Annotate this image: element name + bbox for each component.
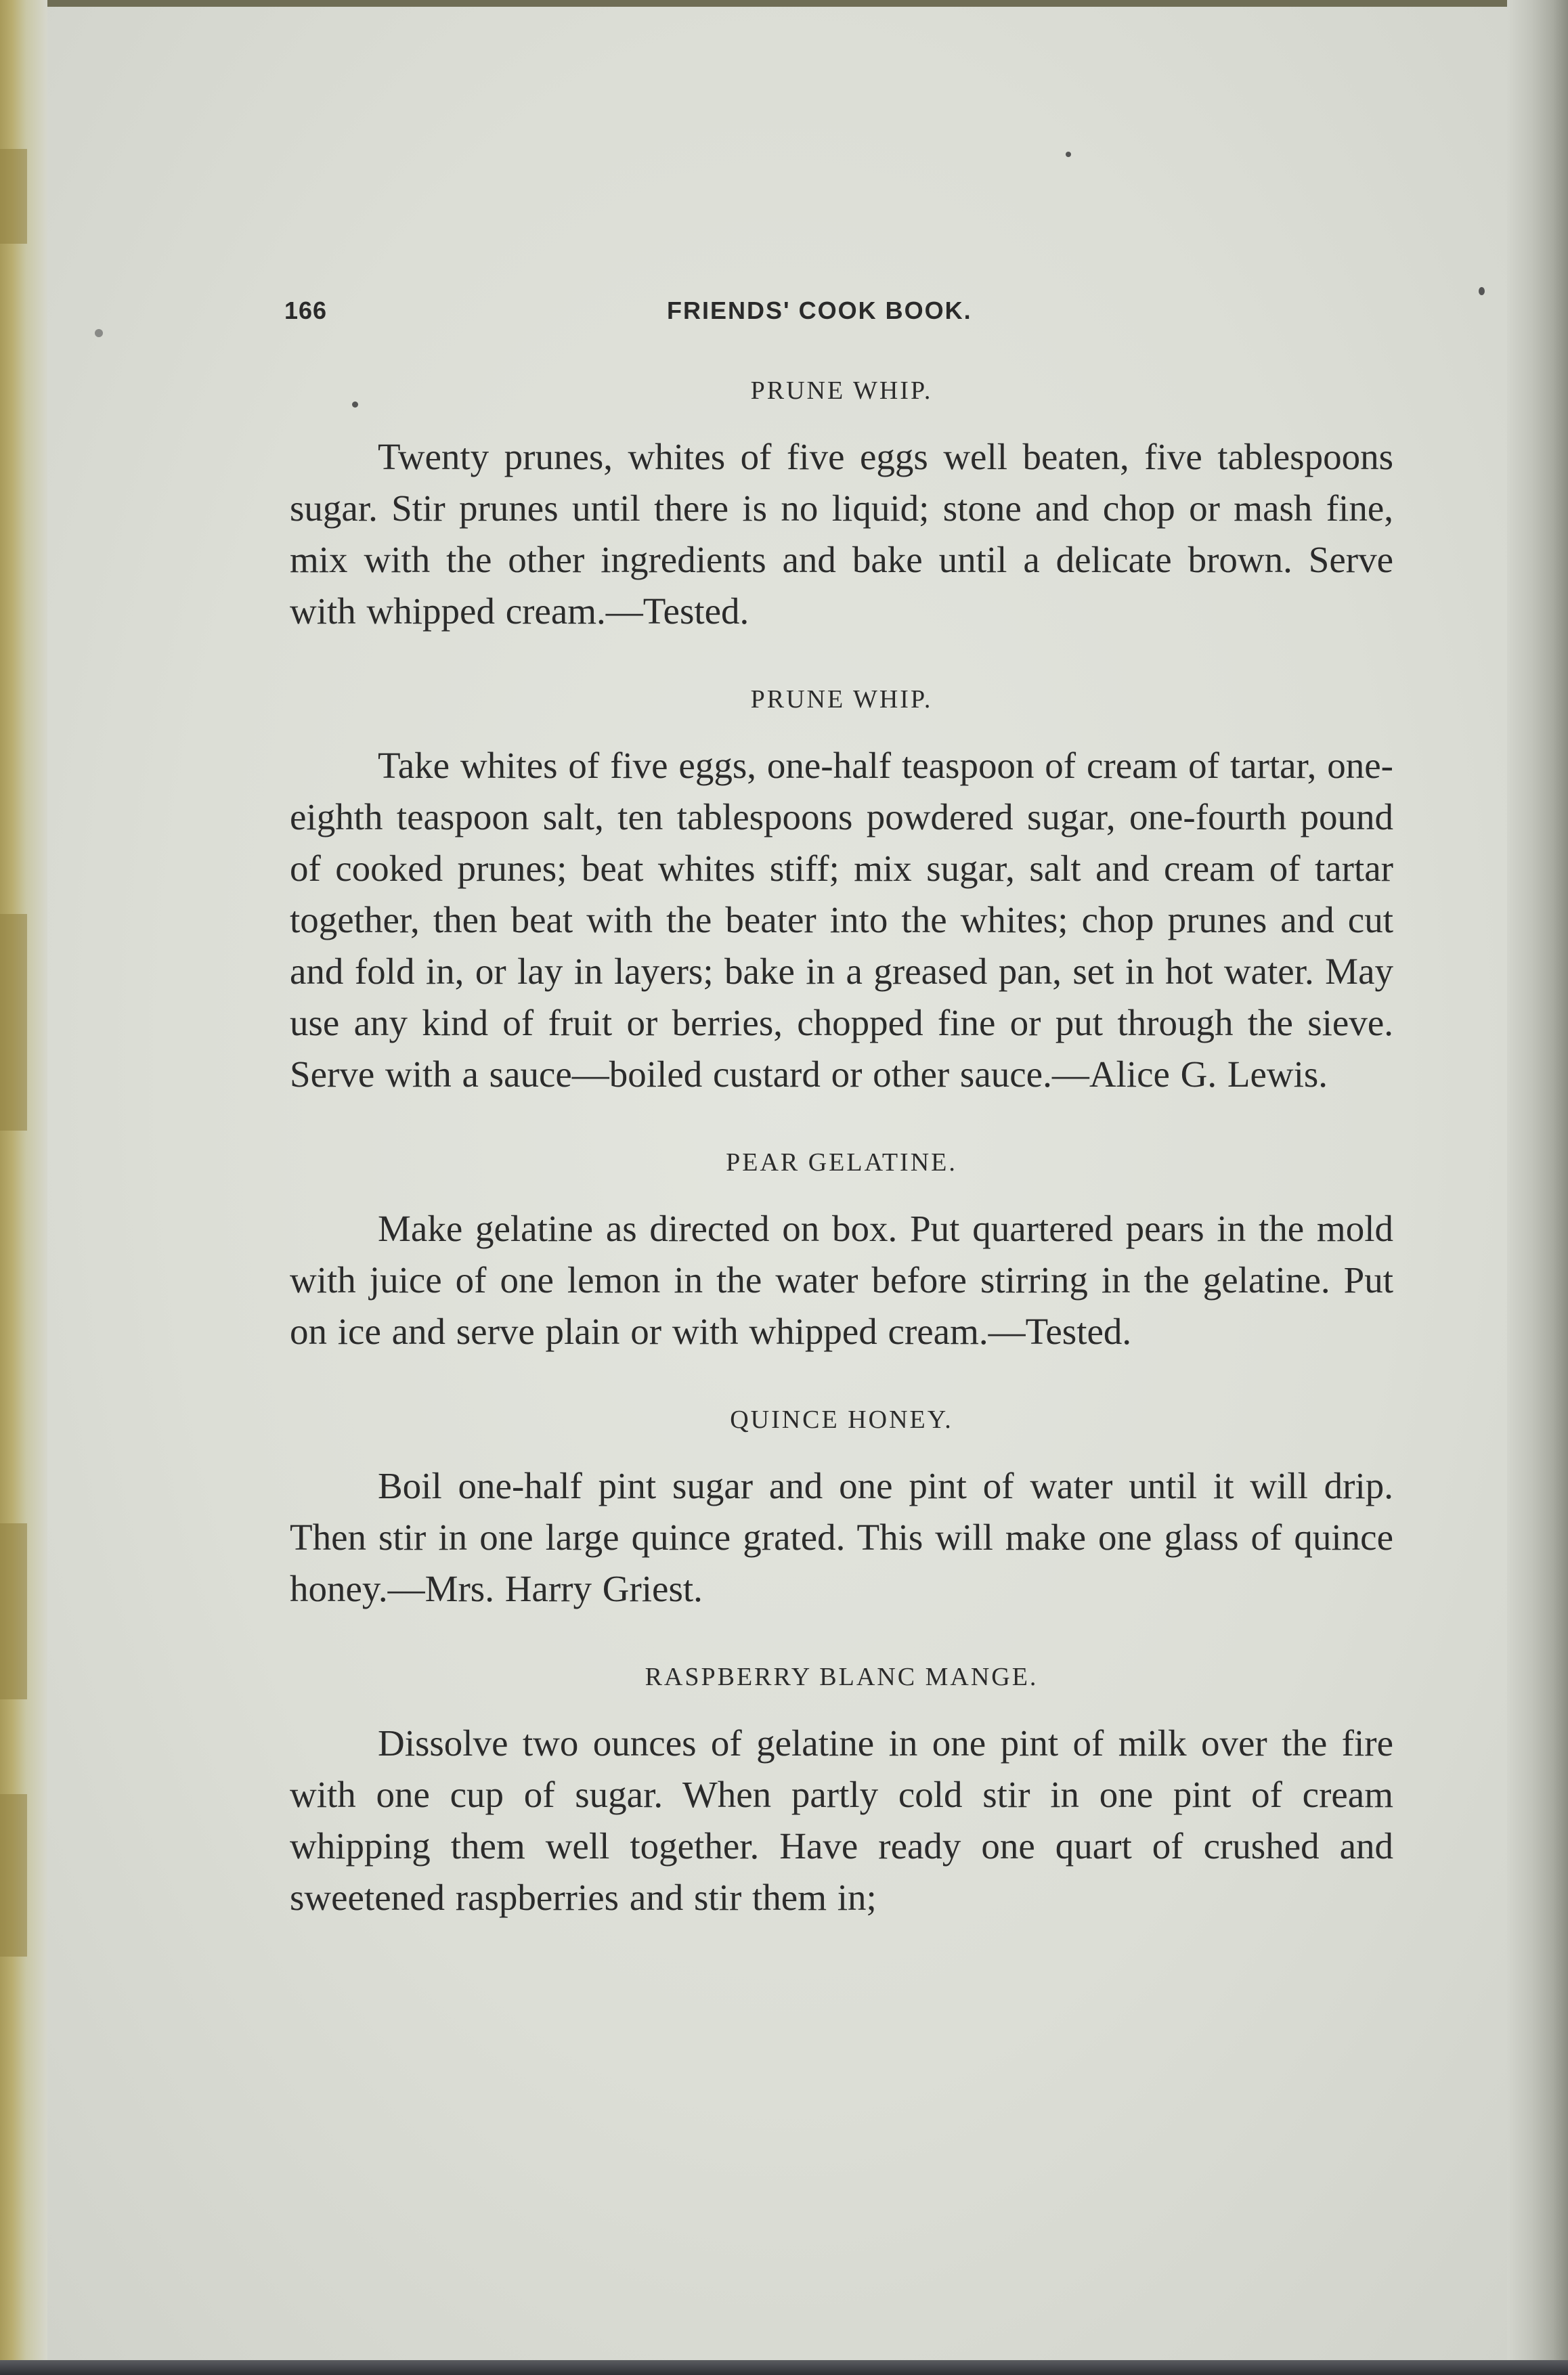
recipe-title: QUINCE HONEY. — [730, 1406, 953, 1434]
recipe-body: Dissolve two ounces of gelatine in one pint of milk over the fire with one cup of sugar. When partly cold stir in one pint of cream whipping them well together. Have ready one quart of crushed and sweetened raspberries and stir them in; — [290, 1722, 1393, 1918]
page-header — [284, 297, 1395, 337]
recipe-title: PRUNE WHIP. — [750, 685, 933, 714]
binding-stain — [0, 1523, 27, 1699]
binding-stain — [0, 1794, 27, 1957]
binding-stain — [0, 914, 27, 1131]
recipe-title: PRUNE WHIP. — [750, 376, 933, 405]
recipe-body: Take whites of five eggs, one-half teaspoon of cream of tartar, one-eighth teaspoon salt, ten tablespoons powdered sugar, one-fourth pound of cooked prunes; beat whites stiff; mix sugar, salt and cream of tartar together, then beat with the beater into the whites; chop prunes and cut and fold in, or lay in layers; bake in a greased pan, set in hot water. May use any kind of fruit or berries, chopped fine or put through the sieve. Serve with a sauce—boiled custard or other sauce.—Alice G. Lewis. — [290, 745, 1393, 1095]
recipe-raspberry-blanc-mange — [290, 1662, 1393, 1923]
paper-speck — [1479, 287, 1485, 295]
paper-speck — [1066, 152, 1071, 157]
binding-stain — [0, 149, 27, 244]
paper-speck — [95, 329, 103, 337]
recipe-title: RASPBERRY BLANC MANGE. — [645, 1663, 1039, 1691]
page-bottom-edge — [0, 2360, 1568, 2375]
recipe-body: Boil one-half pint sugar and one pint of water until it will drip. Then stir in one large quince grated. This will make one glass of quince honey.—Mrs. Harry Griest. — [290, 1465, 1393, 1609]
page-content — [290, 376, 1393, 1971]
recipe-pear-gelatine — [290, 1148, 1393, 1357]
recipe-prune-whip-2 — [290, 684, 1393, 1100]
page-top-edge — [0, 0, 1568, 7]
page-number: 166 — [284, 297, 328, 324]
right-page-edge — [1507, 0, 1568, 2375]
running-title: FRIENDS' COOK BOOK. — [667, 297, 972, 324]
recipe-body: Make gelatine as directed on box. Put quartered pears in the mold with juice of one lemon in the water before stirring in the gelatine. Put on ice and serve plain or with whipped cream.—Tested. — [290, 1208, 1393, 1352]
left-binding-gutter — [0, 0, 47, 2375]
recipe-quince-honey — [290, 1405, 1393, 1615]
recipe-body: Twenty prunes, whites of five eggs well beaten, five tablespoons sugar. Stir prunes until there is no liquid; stone and chop or mash fine, mix with the other ingredients and bake until a delicate brown. Serve with whipped cream.—Tested. — [290, 436, 1393, 632]
recipe-prune-whip-1 — [290, 376, 1393, 637]
recipe-title: PEAR GELATINE. — [726, 1148, 957, 1177]
